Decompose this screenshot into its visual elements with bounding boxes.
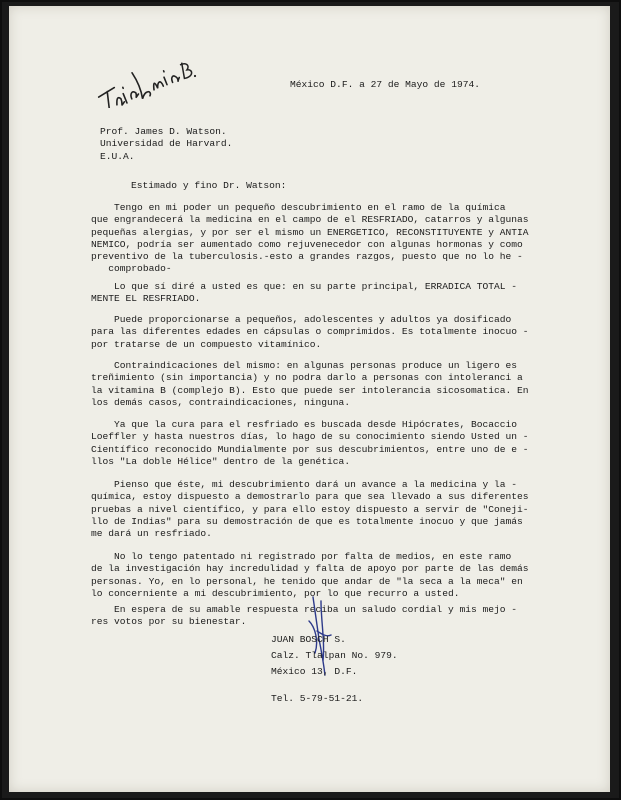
sender-address: Calz. Tlalpan No. 979. bbox=[271, 650, 398, 661]
paragraph-line: treñimiento (sin importancia) y no podra darlo a personas con intoleranci a bbox=[91, 372, 523, 384]
paragraph-line: que engrandecerá la medicina en el campo de el RESFRIADO, catarros y algunas bbox=[91, 214, 529, 226]
salutation: Estimado y fino Dr. Watson: bbox=[131, 180, 287, 191]
paragraph-2 bbox=[91, 281, 517, 306]
paragraph-6 bbox=[91, 479, 529, 540]
recipient-block bbox=[100, 126, 232, 163]
phone-line: Tel. 5-79-51-21. bbox=[271, 693, 364, 704]
paragraph-line: res votos por su bienestar. bbox=[91, 616, 247, 628]
recipient-name: Prof. James D. Watson. bbox=[100, 126, 227, 137]
paragraph-line: química, estoy dispuesto a demostrarlo para que sea llevado a sus diferentes bbox=[91, 491, 529, 503]
sender-block bbox=[271, 634, 398, 682]
paragraph-line: para las diferentes edades en cápsulas o comprimidos. Es totalmente inocuo - bbox=[91, 326, 529, 338]
paragraph-line: me dará un resfriado. bbox=[91, 528, 212, 540]
paragraph-line: Científico reconocido Mundialmente por sus descubrimientos, entre uno de e - bbox=[91, 443, 529, 455]
paragraph-4 bbox=[91, 360, 529, 409]
paragraph-line: la vitamina B (complejo B). Esto que puede ser intolerancia sicosomatica. En bbox=[91, 384, 529, 396]
recipient-institution: Universidad de Harvard. bbox=[100, 138, 233, 150]
paragraph-line: comprobado- bbox=[91, 263, 172, 275]
sender-city: México 13, D.F. bbox=[271, 666, 358, 677]
paragraph-line: de la investigación hay incredulidad y falta de apoyo por parte de las demás bbox=[91, 563, 529, 575]
paragraph-1 bbox=[91, 202, 529, 276]
paragraph-line: pruebas a nivel científico, y para ello estoy dispuesto a servir de "Coneji- bbox=[91, 503, 529, 515]
paragraph-line: Loeffler y hasta nuestros días, lo hago de su conocimiento siendo Usted un - bbox=[91, 431, 529, 443]
paragraph-line: llo de Indias" para su demostración de que es totalmente inocuo y que jamás bbox=[91, 515, 523, 527]
paragraph-line: Lo que sí diré a usted es que: en su parte principal, ERRADICA TOTAL - bbox=[91, 281, 518, 292]
paragraph-line: Puede proporcionarse a pequeños, adolescentes y adultos ya dosificado bbox=[91, 314, 512, 325]
paragraph-line: Tengo en mi poder un pequeño descubrimiento en el ramo de la química bbox=[91, 202, 506, 213]
paragraph-line: lo concerniente a mi descubrimiento, por lo que recurro a usted. bbox=[91, 587, 460, 599]
sender-name: JUAN BOSCH S. bbox=[271, 634, 346, 645]
paragraph-line: llos "La doble Hélice" dentro de la genética. bbox=[91, 455, 351, 467]
paragraph-line: Pienso que éste, mi descubrimiento dará un avance a la medicina y la - bbox=[91, 479, 518, 490]
paragraph-line: pequeñas alergias, y por ser el mismo un ENERGETICO, RECONSTITUYENTE y ANTIA bbox=[91, 226, 529, 238]
paragraph-5 bbox=[91, 419, 529, 468]
paragraph-line: MENTE EL RESFRIADO. bbox=[91, 293, 201, 305]
paragraph-line: No lo tengo patentado ni registrado por falta de medios, en este ramo bbox=[91, 551, 512, 562]
handwritten-annotation bbox=[91, 48, 201, 108]
paragraph-line: preventivo de la tuberculosis.-esto a grandes razgos, puesto que no lo he - bbox=[91, 251, 523, 263]
paragraph-line: los demás casos, contraindicaciones, ninguna. bbox=[91, 396, 351, 408]
paragraph-line: Ya que la cura para el resfriado es buscada desde Hipócrates, Bocaccio bbox=[91, 419, 518, 430]
paragraph-line: Contraindicaciones del mismo: en algunas personas produce un ligero es bbox=[91, 360, 518, 371]
paragraph-line: NEMICO, podría ser aumentado como rejuvenecedor con algunas hormonas y como bbox=[91, 238, 523, 250]
paragraph-3 bbox=[91, 314, 529, 351]
recipient-country: E.U.A. bbox=[100, 150, 135, 162]
paragraph-line: En espera de su amable respuesta reciba un saludo cordial y mis mejo - bbox=[91, 604, 518, 615]
paragraph-line: por tratarse de un compuesto vitamínico. bbox=[91, 338, 322, 350]
paragraph-line: personas. Yo, en lo personal, he tenido que andar de "la seca a la meca" en bbox=[91, 575, 523, 587]
letter-page bbox=[9, 6, 610, 792]
date-line: México D.F. a 27 de Mayo de 1974. bbox=[290, 79, 480, 90]
